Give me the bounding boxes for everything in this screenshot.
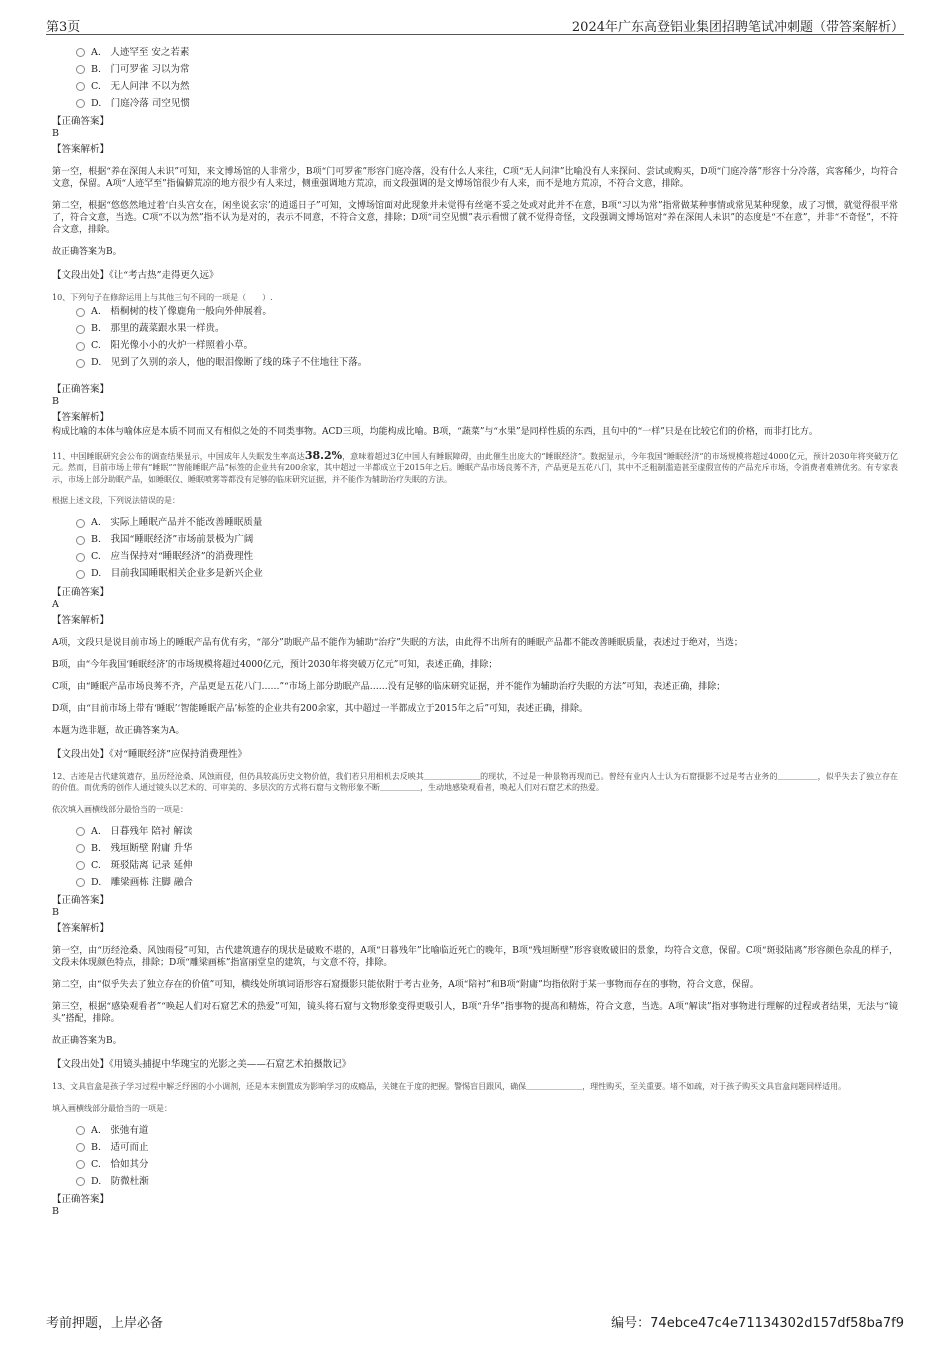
answer-label: 【正确答案】 xyxy=(52,1194,110,1205)
source-citation: 【文段出处】《让“考古热”走得更久远》 xyxy=(52,270,219,281)
radio-icon[interactable] xyxy=(76,844,85,853)
radio-icon[interactable] xyxy=(76,82,85,91)
question-10 xyxy=(52,292,898,438)
option-a[interactable]: A. 人迹罕至 安之若素 xyxy=(52,44,898,61)
radio-icon[interactable] xyxy=(76,878,85,887)
page-header xyxy=(46,14,904,35)
option-a[interactable]: A. 梧桐树的枝丫像鹿角一般向外伸展着。 xyxy=(52,304,898,321)
option-c[interactable]: C. 应当保持对“睡眠经济”的消费理性 xyxy=(52,549,898,566)
option-c[interactable]: C. 无人问津 不以为然 xyxy=(52,78,898,95)
answer-value: B xyxy=(52,395,59,407)
answer-label: 【正确答案】 xyxy=(52,383,110,395)
radio-icon[interactable] xyxy=(76,1126,85,1135)
analysis-paragraph: 故正确答案为B。 xyxy=(52,1036,122,1046)
radio-icon[interactable] xyxy=(76,553,85,562)
page-footer xyxy=(46,1312,904,1331)
radio-icon[interactable] xyxy=(76,1160,85,1169)
analysis-paragraph: 本题为选非题，故正确答案为A。 xyxy=(52,725,185,736)
analysis-label: 【答案解析】 xyxy=(52,144,110,155)
question-stem: 10、下列句子在修辞运用上与其他三句不同的一项是（ ）. xyxy=(52,293,273,302)
question-11 xyxy=(52,450,898,761)
analysis-label: 【答案解析】 xyxy=(52,614,110,626)
radio-icon[interactable] xyxy=(76,1143,85,1152)
analysis-paragraph: 第二空，根据“悠悠然地过着‘白头宫女在，闲坐说玄宗’的逍遥日子”可知，文博场馆面对此现象并未觉得有丝毫不妥之处或对此并不在意，B项“习以为常”指常做某种事情或常见某种现象，成了习惯，就觉得很平常了，符合文意，当选。C项“不以为然”指不认为是对的，表示不同意，不符合文意，排除；D项“司空见惯”表示看惯了就不觉得奇怪，文段强调文博场馆对“养在深闺人未识”的态度是“不在意”，并非“不奇怪”，不符合文意，排除。 xyxy=(52,201,898,235)
option-c[interactable]: C. 恰如其分 xyxy=(52,1156,898,1173)
analysis-paragraph: 第一空，由“历经沧桑、风蚀雨侵”可知，古代建筑遗存的现状是破败不堪的，A项“日暮残年”比喻临近死亡的晚年，B项“残垣断壁”形容衰败破旧的景象，均符合文意，保留。C项“斑驳陆离”形容颜色杂乱的样子，文段未体现颜色特点，排除；D项“雕梁画栋”指富丽堂皇的建筑，与文意不符，排除。 xyxy=(52,946,898,968)
analysis-paragraph: 第一空，根据“养在深闺人未识”可知，来文博场馆的人非常少，B项“门可罗雀”形容门庭冷落，没有什么人来往，C项“无人问津”比喻没有人来探问、尝试或购买，D项“门庭冷落”形容十分冷落，宾客稀少，均符合文意，保留。A项“人迹罕至”指偏僻荒凉的地方很少有人来过，侧重强调地方荒凉，而文段强调的是文博场馆很少有人来，而不是地方荒凉，不符合文意，排除。 xyxy=(52,167,898,189)
analysis-paragraph: A项，文段只是说目前市场上的睡眠产品有优有劣，“部分”助眠产品不能作为辅助“治疗”失眠的方法，由此得不出所有的睡眠产品都不能改善睡眠质量，表述过于绝对，当选； xyxy=(52,637,743,648)
rate-value: 38.2% xyxy=(304,448,343,462)
question-9 xyxy=(52,44,898,282)
source-citation: 【文段出处】《用镜头捕捉中华瑰宝的光影之美——石窟艺术拍摄散记》 xyxy=(52,1059,352,1070)
option-d[interactable]: D. 门庭冷落 司空见惯 xyxy=(52,95,898,112)
option-b[interactable]: B. 那里的蔬菜跟水果一样贵。 xyxy=(52,321,898,338)
question-12 xyxy=(52,771,898,1072)
option-a[interactable]: A. 张弛有道 xyxy=(52,1122,898,1139)
answer-value: B xyxy=(52,1206,59,1217)
footer-slogan: 考前押题，上岸必备 xyxy=(46,1316,164,1331)
radio-icon[interactable] xyxy=(76,99,85,108)
radio-icon[interactable] xyxy=(76,570,85,579)
source-citation: 【文段出处】《对“睡眠经济”应保持消费理性》 xyxy=(52,748,247,760)
option-b[interactable]: B. 适可而止 xyxy=(52,1139,898,1156)
radio-icon[interactable] xyxy=(76,308,85,317)
answer-label: 【正确答案】 xyxy=(52,116,110,127)
answer-label: 【正确答案】 xyxy=(52,586,110,598)
question-prompt: 根据上述文段，下列说法错误的是： xyxy=(52,496,180,505)
radio-icon[interactable] xyxy=(76,342,85,351)
option-d[interactable]: D. 防微杜渐 xyxy=(52,1173,898,1190)
option-b[interactable]: B. 我国“睡眠经济”市场前景极为广阔 xyxy=(52,532,898,549)
option-c[interactable]: C. 阳光像小小的火炉一样照着小草。 xyxy=(52,338,898,355)
option-b[interactable]: B. 门可罗雀 习以为常 xyxy=(52,61,898,78)
radio-icon[interactable] xyxy=(76,359,85,368)
analysis-paragraph: C项，由“睡眠产品市场良莠不齐，产品更是五花八门……”“市场上部分助眠产品……没有足够的临床研究证据，并不能作为辅助治疗失眠的方法”可知，表述正确，排除； xyxy=(52,681,726,692)
question-13 xyxy=(52,1081,898,1218)
question-prompt: 依次填入画横线部分最恰当的一项是： xyxy=(52,804,188,814)
page-number: 第3页 xyxy=(46,20,81,35)
radio-icon[interactable] xyxy=(76,827,85,836)
document-body xyxy=(52,44,898,1218)
radio-icon[interactable] xyxy=(76,519,85,528)
analysis-paragraph: D项，由“目前市场上带有‘睡眠’‘智能睡眠产品’标签的企业共有200余家，其中超过一半都成立于2015年之后”可知，表述正确，排除。 xyxy=(52,703,588,714)
analysis-paragraph: 构成比喻的本体与喻体应是本质不同而又有相似之处的不同类事物。ACD三项，均能构成比喻。B项，“蔬菜”与“水果”是同样性质的东西，且句中的“一样”只是在比较它们的价格，而非打比方。 xyxy=(52,426,818,437)
question-stem: 12、古迹是古代建筑遗存，虽历经沧桑、风蚀雨侵，但仍具较高历史文物价值，我们若只用相机去反映其＿＿＿＿＿＿＿的现状，不过是一种景物再现而已。曾经有业内人士认为石窟摄影不过是考古业务的＿＿＿＿＿，似乎失去了独立存在的价值。而优秀的创作人通过镜头以艺术的、可审美的、多层次的方式将石窟与文物形象不断＿＿＿＿＿，生动地感染观看者，唤起人们对石窟艺术的热爱。 xyxy=(52,771,898,792)
analysis-paragraph: B项，由“今年我国‘睡眠经济’的市场规模将超过4000亿元，预计2030年将突破万亿元”可知，表述正确，排除； xyxy=(52,659,498,670)
radio-icon[interactable] xyxy=(76,48,85,57)
answer-value: A xyxy=(52,598,59,610)
answer-value: B xyxy=(52,907,59,918)
analysis-paragraph: 第三空，根据“感染观看者”“唤起人们对石窟艺术的热爱”可知，镜头将石窟与文物形象变得更吸引人，B项“升华”指事物的提高和精炼，符合文意，当选。A项“解读”指对事物进行理解的过程或者结果，无法与“镜头”搭配，排除。 xyxy=(52,1002,898,1024)
analysis-label: 【答案解析】 xyxy=(52,923,110,934)
radio-icon[interactable] xyxy=(76,65,85,74)
radio-icon[interactable] xyxy=(76,325,85,334)
answer-value: B xyxy=(52,128,59,139)
document-id: 编号：74ebce47c4e71134302d157df58ba7f9 xyxy=(611,1316,904,1331)
analysis-paragraph: 第二空，由“似乎失去了独立存在的价值”可知，横线处所填词语形容石窟摄影只能依附于考古业务，A项“陪衬”和B项“附庸”均指依附于某一事物而存在的事物，符合文意，保留。 xyxy=(52,980,759,990)
analysis-label: 【答案解析】 xyxy=(52,411,110,423)
option-d[interactable]: D. 雕梁画栋 注脚 融合 xyxy=(52,874,898,891)
radio-icon[interactable] xyxy=(76,536,85,545)
option-d[interactable]: D. 目前我国睡眠相关企业多是新兴企业 xyxy=(52,566,898,583)
question-stem: 11、中国睡眠研究会公布的调查结果显示，中国成年人失眠发生率高达38.2%，意味着超过3亿中国人有睡眠障碍，由此催生出庞大的“睡眠经济”。数据显示，今年我国“睡眠经济”的市场规模将超过4000亿元，预计2030年将突破万亿元。然而，目前市场上带有“睡眠”“智能睡眠产品”标签的企业共有200余家，其中超过一半都成立于2015年之后。睡眠产品市场良莠不齐，产品更是五花八门，其中不乏粗制滥造甚至虚假宣传的产品充斥市场，令消费者难辨优劣。有专家表示，市场上部分助眠产品，如睡眠仪、睡眠喷雾等都没有足够的临床研究证据，并不能作为辅助治疗失眠的方法。 xyxy=(52,448,898,484)
analysis-paragraph: 故正确答案为B。 xyxy=(52,247,122,257)
option-a[interactable]: A. 日暮残年 陪衬 解读 xyxy=(52,823,898,840)
answer-label: 【正确答案】 xyxy=(52,895,110,906)
question-stem: 13、文具盲盒是孩子学习过程中解乏纾困的小小调剂，还是本末倒置成为影响学习的成瘾品，关键在于度的把握。警惕盲目跟风，确保＿＿＿＿＿＿＿，理性购买，至关重要。堵不如疏，对于孩子购买文具盲盒问题同样适用。 xyxy=(52,1082,847,1091)
option-b[interactable]: B. 残垣断壁 附庸 升华 xyxy=(52,840,898,857)
radio-icon[interactable] xyxy=(76,861,85,870)
option-c[interactable]: C. 斑驳陆离 记录 延伸 xyxy=(52,857,898,874)
option-d[interactable]: D. 见到了久别的亲人，他的眼泪像断了线的珠子不住地往下落。 xyxy=(52,355,898,372)
option-a[interactable]: A. 实际上睡眠产品并不能改善睡眠质量 xyxy=(52,515,898,532)
document-title: 2024年广东高登铝业集团招聘笔试冲刺题（带答案解析） xyxy=(571,20,904,35)
radio-icon[interactable] xyxy=(76,1177,85,1186)
question-prompt: 填入画横线部分最恰当的一项是： xyxy=(52,1103,172,1113)
